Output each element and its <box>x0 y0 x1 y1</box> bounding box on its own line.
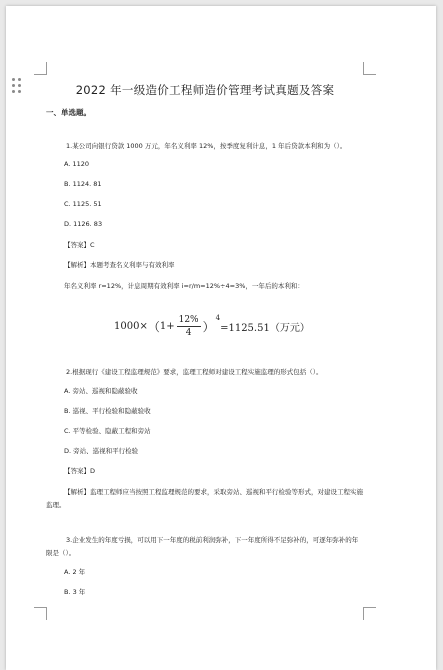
option-a: A. 2 年 <box>64 568 86 576</box>
analysis-text: 【解析】监理工程师应当按照工程监理规范的要求，采取旁站、巡视和平行检验等形式，对建设工程实施监理。 <box>46 488 363 509</box>
analysis-heading: 【解析】本题考查名义利率与有效利率 <box>64 261 175 269</box>
section-heading: 一、单选题。 <box>46 108 91 117</box>
formula-close-paren: ） <box>202 320 215 334</box>
question-text: 1.某公司向银行贷款 1000 万元，年名义利率 12%，按季度复利计息，1 年后贷款本利和为（）。 <box>66 142 347 150</box>
option-c: C. 1125. 51 <box>64 200 102 208</box>
option-c: C. 平等检验、隐蔽工程和旁站 <box>64 427 151 435</box>
formula-fraction <box>177 315 201 338</box>
formula-lead: 1000× <box>114 321 148 332</box>
crop-mark-top-right <box>363 62 376 75</box>
answer-label: 【答案】C <box>64 241 95 249</box>
option-d: D. 旁站、巡视和平行检验 <box>64 447 139 455</box>
formula-exponent: 4 <box>215 313 221 322</box>
formula-open-paren: （ <box>147 320 160 334</box>
formula <box>114 315 364 338</box>
fraction-denominator: 4 <box>185 328 192 338</box>
option-b: B. 1124. 81 <box>64 180 102 188</box>
option-a: A. 旁站、巡视和隐蔽验收 <box>64 387 138 395</box>
crop-mark-bottom-right <box>363 607 376 620</box>
document-content <box>46 82 364 607</box>
question-text: 3.企业发生的年度亏损，可以用下一年度的税前利润弥补，下一年度所得不足弥补的，可逐年弥补的年限是（）。 <box>46 536 359 557</box>
fraction-numerator: 12% <box>178 315 199 325</box>
option-b: B. 3 年 <box>64 588 86 596</box>
answer-label: 【答案】D <box>64 467 96 475</box>
crop-mark-top-left <box>34 62 47 75</box>
option-b: B. 巡视、平行检验和隐蔽验收 <box>64 407 151 415</box>
formula-result: =1125.51（万元） <box>220 323 310 334</box>
page-title: 2022 年一级造价工程师造价管理考试真题及答案 <box>75 83 335 97</box>
question-text: 2.根据现行《建设工程监理规范》要求，监理工程师对建设工程实施监理的形式包括（）。 <box>66 368 323 376</box>
analysis-text: 年名义利率 r=12%，计息周期有效利率 i=r/m=12%÷4=3%，一年后的本利和： <box>64 282 304 290</box>
document-page <box>6 6 436 670</box>
formula-one-plus: 1+ <box>159 321 175 332</box>
crop-mark-bottom-left <box>34 607 47 620</box>
option-a: A. 1120 <box>64 160 90 168</box>
option-d: D. 1126. 83 <box>64 220 103 228</box>
drag-handle-icon[interactable] <box>12 78 22 94</box>
